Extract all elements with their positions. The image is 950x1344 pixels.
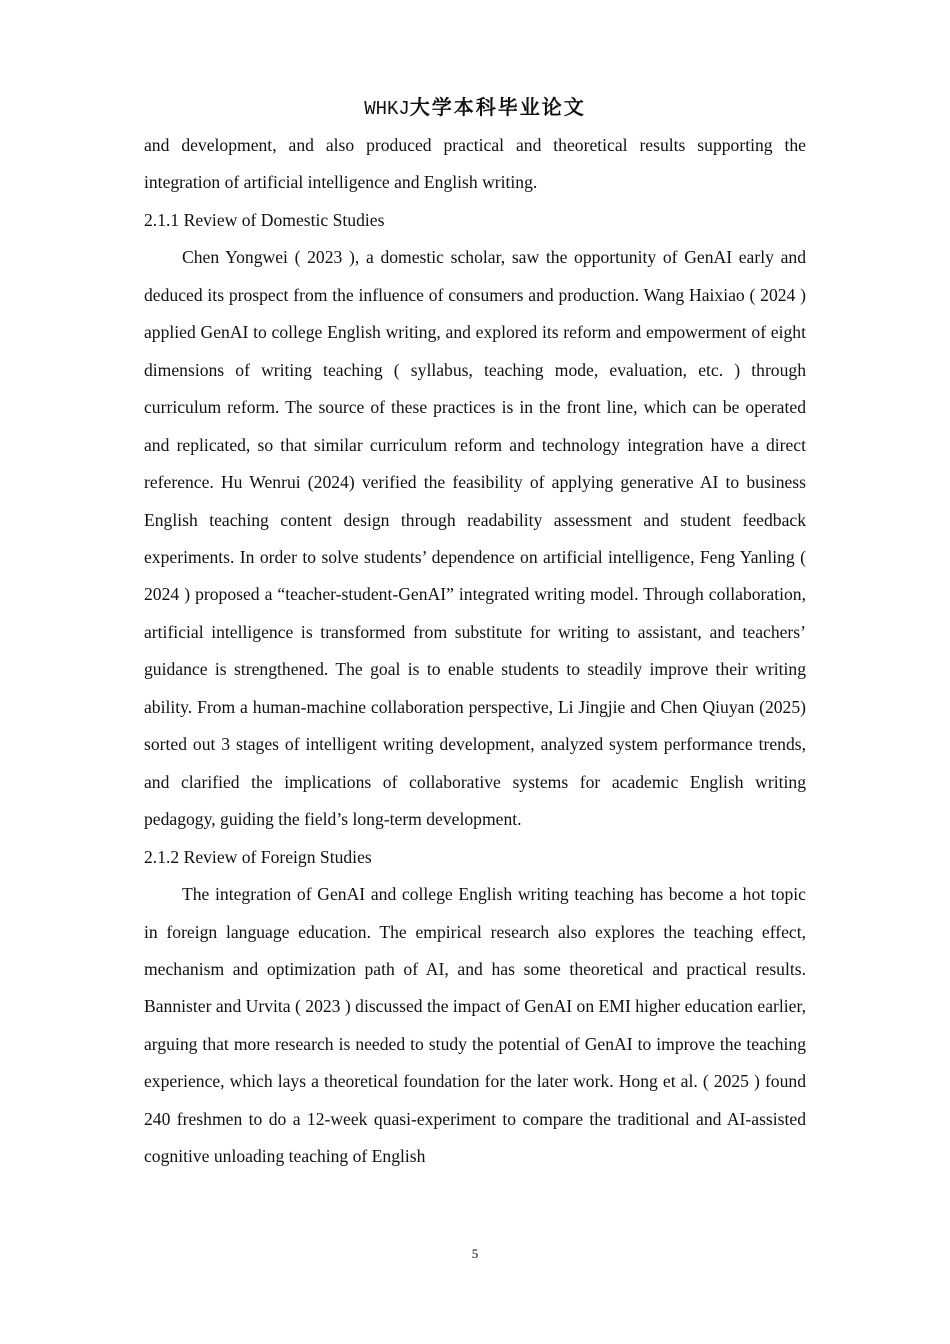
- body-text: [144, 127, 806, 1176]
- running-header: [0, 94, 950, 122]
- header-university-code: WHKJ: [364, 98, 410, 120]
- continuation-paragraph: and development, and also produced practical and theoretical results supporting the integration of artificial intelligence and English writing.: [144, 135, 806, 193]
- header-thesis-title: 大学本科毕业论文: [409, 95, 586, 119]
- section-heading-domestic-studies: 2.1.1 Review of Domestic Studies: [144, 209, 385, 230]
- paragraph-domestic-studies: Chen Yongwei ( 2023 ), a domestic scholar, saw the opportunity of GenAI early and deduced its prospect from the influence of consumers and production. Wang Haixiao ( 2024 ) applied GenAI to college English writing, and explored its reform and empowerment of eight dimensions of writing teaching ( syllabus, teaching mode, evaluation, etc. ) through curriculum reform. The source of these practices is in the front line, which can be operated and replicated, so that similar curriculum reform and technology integration have a direct reference. Hu Wenrui (2024) verified the feasibility of applying generative AI to business English teaching content design through readability assessment and student feedback experiments. In order to solve students’ dependence on artificial intelligence, Feng Yanling ( 2024 ) proposed a “teacher-student-GenAI” integrated writing model. Through collaboration, artificial intelligence is transformed from substitute for writing to assistant, and teachers’ guidance is strengthened. The goal is to enable students to steadily improve their writing ability. From a human-machine collaboration perspective, Li Jingjie and Chen Qiuyan (2025) sorted out 3 stages of intelligent writing development, analyzed system performance trends, and clarified the implications of collaborative systems for academic English writing pedagogy, guiding the field’s long-term development.: [144, 247, 806, 830]
- paragraph-foreign-studies: The integration of GenAI and college English writing teaching has become a hot topic in foreign language education. The empirical research also explores the teaching effect, mechanism and optimization path of AI, and has some theoretical and practical results. Bannister and Urvita ( 2023 ) discussed the impact of GenAI on EMI higher education earlier, arguing that more research is needed to study the potential of GenAI to improve the teaching experience, which lays a theoretical foundation for the later work. Hong et al. ( 2025 ) found 240 freshmen to do a 12-week quasi-experiment to compare the traditional and AI-assisted cognitive unloading teaching of English: [144, 884, 806, 1167]
- section-heading-foreign-studies: 2.1.2 Review of Foreign Studies: [144, 846, 372, 867]
- page-number: 5: [471, 1246, 479, 1261]
